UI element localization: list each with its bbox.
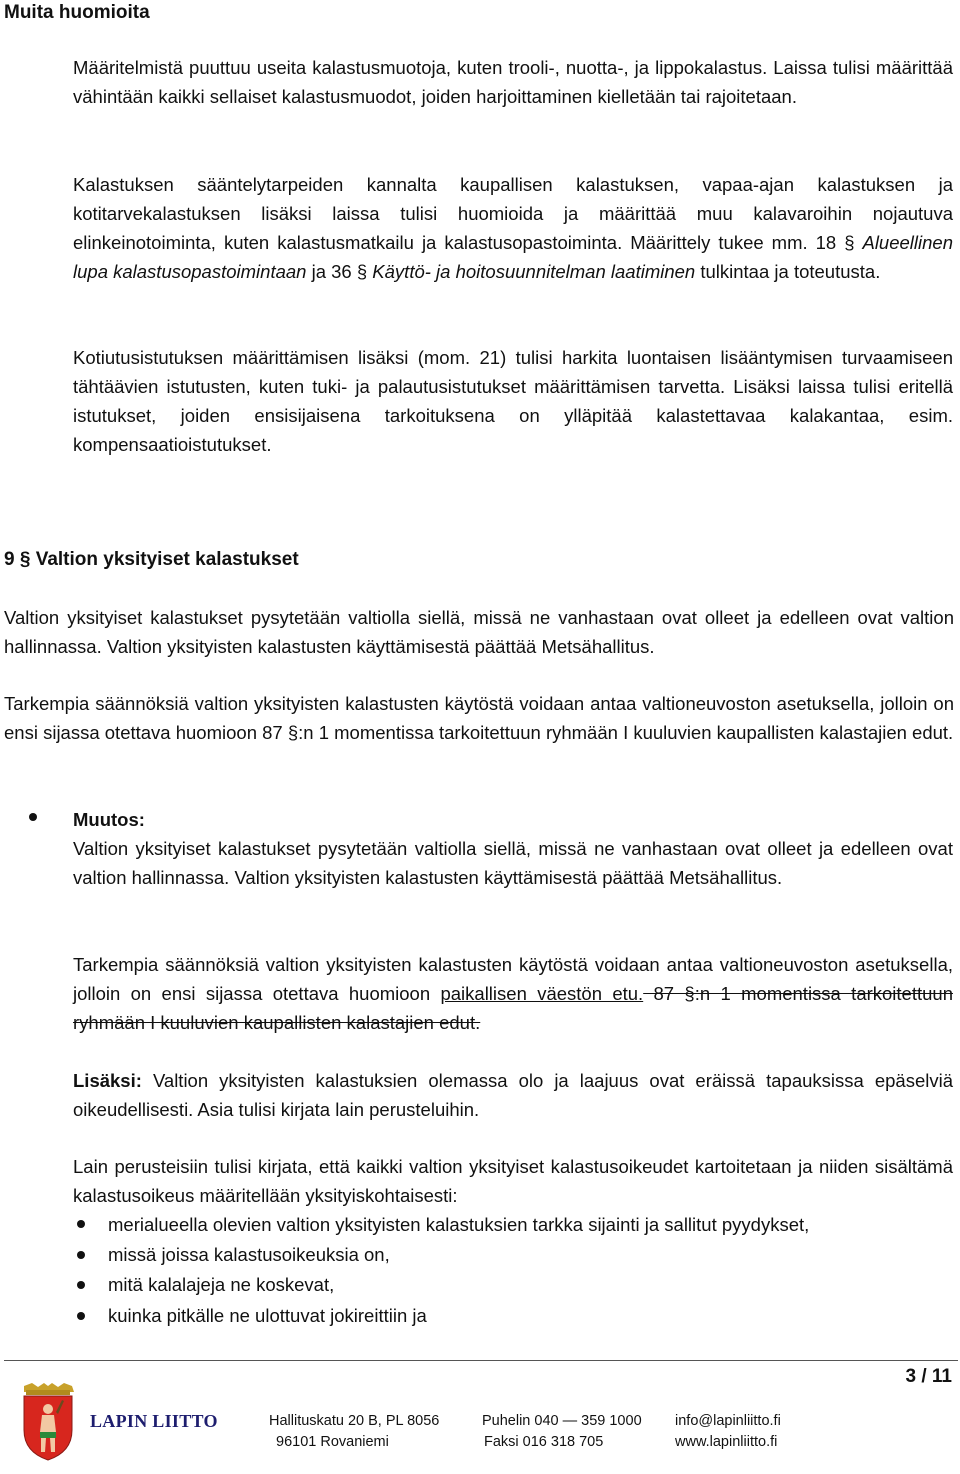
footer-divider [4,1360,958,1361]
text-run: Valtion yksityisten kalastuksien olemassa olo ja laajuus ovat eräissä tapauksissa epäselviä oikeudellisesti. Asia tulisi kirjata lain perusteluihin. [73,1070,953,1120]
bullet-icon [77,1312,85,1320]
footer-email-link[interactable]: info@lapinliitto.fi [675,1413,781,1429]
paragraph-tarkempia-saannoksia: Tarkempia säännöksiä valtion yksityisten kalastusten käytöstä voidaan antaa valtioneuvoston asetuksella, jolloin on ensi sijassa otettava huomioon 87 §:n 1 momentissa tarkoitettuun ryhmään I kuuluvien kaupallisten kalastajien edut. [4,693,954,743]
footer-phone: Puhelin 040 — 359 1000 [482,1413,642,1429]
text-run: Tarkempia säännöksiä valtion yksityisten kalastusten käytöstä voidaan antaa valtioneuvoston asetuksella, jolloin on ensi sijassa otettava huomioon [73,954,953,1004]
footer-address-line1: Hallituskatu 20 B, PL 8056 [269,1413,440,1429]
text-run: ja 36 § [306,261,373,282]
inserted-text: paikallisen väestön etu. [440,983,644,1004]
bullet-icon [77,1251,85,1259]
paragraph-saantelytarpeet [73,170,953,286]
text-run: tulkintaa ja toteutusta. [695,261,881,282]
list-item: mitä kalalajeja ne koskevat, [108,1274,335,1295]
bullet-icon [77,1281,85,1289]
deleted-text: 87 §:n 1 momentissa tarkoitettuun ryhmään I kuuluvien kaupallisten kalastajien edut. [73,983,953,1033]
footer-fax: Faksi 016 318 705 [484,1434,604,1450]
paragraph-lisaksi [73,1066,953,1124]
page-number: 3 / 11 [905,1366,952,1387]
text-run: Kalastuksen sääntelytarpeiden kannalta kaupallisen kalastuksen, vapaa-ajan kalastuksen ja kotitarvekalastuksen lisäksi laissa tulisi huomioida ja määrittää muu kalavaroihin nojautuva elinkeinotoiminta, kuten kalastusmatkailu ja kalastusopastoiminta. Määrittely tukee mm. 18 § [73,174,953,253]
muutos-label: Muutos: [73,809,145,830]
lisaksi-label: Lisäksi: [73,1070,142,1091]
list-item: kuinka pitkälle ne ulottuvat jokireittiin ja [108,1305,427,1326]
paragraph-maaritelmat: Määritelmistä puuttuu useita kalastusmuotoja, kuten trooli-, nuotta-, ja lippokalastus. Laissa tulisi määrittää vähintään kaikki sellaiset kalastusmuodot, joiden harjoittaminen kielletään tai rajoitetaan. [73,57,953,107]
bullet-icon [29,813,37,821]
coat-of-arms-logo-icon [18,1382,78,1462]
footer-website-link[interactable]: www.lapinliitto.fi [675,1434,778,1450]
paragraph-muutos-2 [73,950,953,1037]
organization-name: LAPIN LIITTO [90,1411,218,1431]
bullet-icon [77,1220,85,1228]
italic-run: Alueellinen lupa kalastusopastoimintaan [73,232,953,282]
paragraph-kotiutusistutus: Kotiutusistutuksen määrittämisen lisäksi (mom. 21) tulisi harkita luontaisen lisääntymisen turvaamiseen tähtäävien istutusten, kuten tuki- ja palautusistutukset määrittämisen tarvetta. Lisäksi laissa tulisi eritellä istutukset, joiden ensisijaisena tarkoituksena on ylläpitää kalastettavaa kalakantaa, esim. kompensaatioistutukset. [73,347,953,455]
paragraph-valtion-kalastukset: Valtion yksityiset kalastukset pysytetään valtiolla siellä, missä ne vanhastaan ovat olleet ja edelleen ovat valtion hallinnassa. Valtion yksityisten kalastusten käyttämisestä päättää Metsähallitus. [4,607,954,657]
heading-muita-huomioita: Muita huomioita [4,2,150,23]
list-item: missä joissa kalastusoikeuksia on, [108,1244,390,1265]
paragraph-muutos-1: Valtion yksityiset kalastukset pysytetään valtiolla siellä, missä ne vanhastaan ovat olleet ja edelleen ovat valtion hallinnassa. Valtion yksityisten kalastusten käyttämisestä päättää Metsähallitus. [73,838,953,888]
italic-run: Käyttö- ja hoitosuunnitelman laatiminen [372,261,696,282]
paragraph-lain-perusteisiin: Lain perusteisiin tulisi kirjata, että kaikki valtion yksityiset kalastusoikeudet kartoitetaan ja niiden sisältämä kalastusoikeus määritellään yksityiskohtaisesti: [73,1156,953,1206]
list-item: merialueella olevien valtion yksityisten kalastuksien tarkka sijainti ja sallitut pyydykset, [108,1214,810,1235]
section-heading: 9 § Valtion yksityiset kalastukset [4,549,299,570]
footer-address-line2: 96101 Rovaniemi [276,1434,389,1450]
